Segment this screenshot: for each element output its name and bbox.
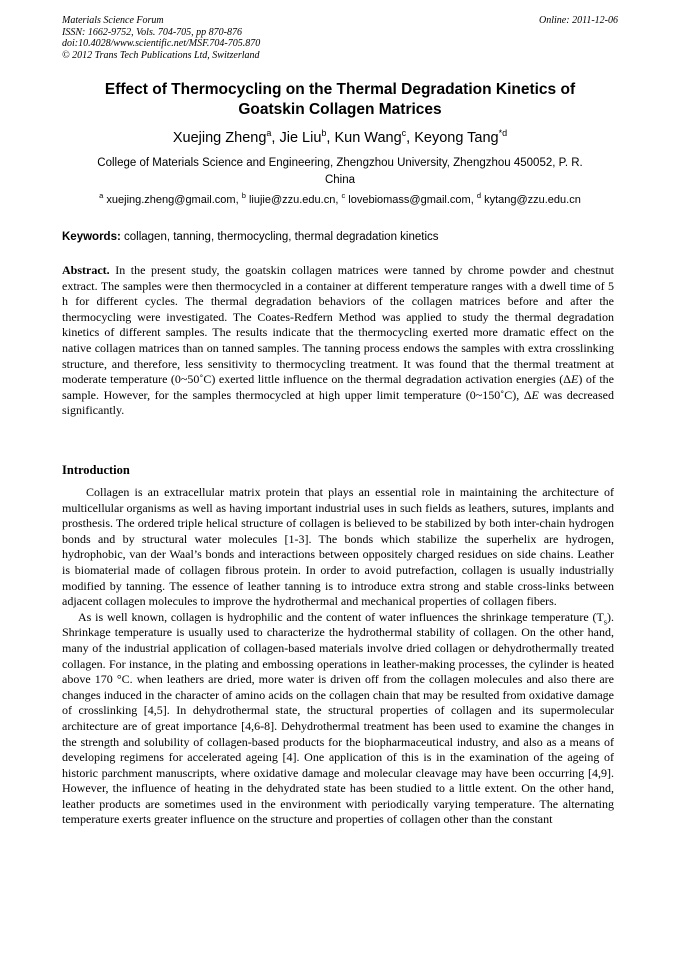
affiliation-line-1: College of Materials Science and Engineering, Zhengzhou University, Zhengzhou 450052, P. R. [97, 157, 583, 169]
affiliation-line-2: China [324, 173, 356, 186]
email-superscript: c [341, 191, 346, 200]
author-name: Xuejing Zheng [172, 130, 267, 146]
author-superscript: *d [498, 128, 508, 138]
introduction-paragraph-1: Collagen is an extracellular matrix protein that plays an essential role in maintaining the architecture of multicellular organisms as well as having important industrial uses in such fields as leathers, sutures, implants and prosthesis. The ordered triple helical structure of collagen is believed to be stabilized by both inter-chain hydrogen bonds and by structural water molecules [1-3]. The bonds which stabilize the superhelix are hydrogen, hydrophobic, van der Waal’s bonds and interactions between oppositely charged residues on side chains. Leather is biomaterial made of collagen fibrous protein. In order to avoid putrefaction, collagen is usually industrially modified by tanning. The essence of leather tanning is to introduce extra strong and stable cross-links between adjacent collagen molecules to improve the hydrothermal and mechanical properties of collagen fibers. [62, 485, 614, 609]
author-name: Jie Liu [279, 130, 322, 146]
abstract-symbol-e: E [531, 387, 539, 402]
introduction-body [62, 485, 614, 828]
journal-issn: ISSN: 1662-9752, Vols. 704-705, pp 870-876 [62, 26, 242, 38]
paper-title [62, 80, 618, 120]
journal-doi: doi:10.4028/www.scientific.net/MSF.704-705.870 [62, 38, 261, 50]
email-address: lovebiomass@gmail.com [348, 194, 471, 206]
abstract-text-2: ) of the sample. However, for the samples thermocycled at high upper limit temperature (0~150˚C), Δ [62, 372, 614, 402]
introduction-paragraph-2 [62, 610, 614, 828]
abstract-text-3: was decreased significantly. [62, 387, 614, 418]
subscript-s: s [603, 617, 607, 627]
email-superscript: d [476, 191, 481, 200]
paragraph-text: As is well known, collagen is hydrophilic and the content of water influences the shrinkage temperature (T [78, 609, 604, 624]
paragraph-text: ). Shrinkage temperature is usually used to characterize the hydrothermal stability of collagen. On the other hand, many of the industrial application of collagen-based materials involve dried collagen or dehydrothermally treated collagen. For instance, in the plating and embossing operations in leather-making processes, the cylinder is heated above 170 °C. when leathers are dried, more water is driven off from the collagen molecules and also there are changes induced in the character of amino acids on the collagen chain that may be resulted from oxidative damage of crosslinking [4,5]. In dehydrothermal state, the structural properties of collagen and its supermolecular architecture are of great importance [4,6-8]. Dehydrothermal treatment has been used to examine the changes in the strength and solubility of collagen-based products for the biopharmaceutical industry, and also as a means of developing regimens for accelerated ageing [4]. One application of this is in the examination of the ageing of historic parchment manuscripts, where oxidative damage and molecular cleavage may have been occurring [4,9]. However, the influence of heating in the dehydrated state has been studied to a little extent. On the other hand, leather products are sometimes used in the environment with periodically varying temperature. The alternating temperature exerts greater influence on the structure and properties of collagen other than the constant [62, 609, 614, 827]
author-superscript: b [321, 128, 327, 138]
journal-copyright: © 2012 Trans Tech Publications Ltd, Switzerland [62, 49, 260, 61]
email-address: kytang@zzu.edu.cn [484, 194, 581, 206]
author-separator: , [271, 130, 280, 146]
email-address: xuejing.zheng@gmail.com [106, 194, 236, 206]
abstract [62, 263, 614, 419]
email-superscript: b [241, 191, 246, 200]
keywords-label: Keywords: [62, 231, 121, 243]
author-name: Kun Wang [334, 130, 402, 146]
author-separator: , [326, 130, 335, 146]
author-superscript: a [266, 128, 272, 138]
email-list: $^a$ xuejing.zheng@gmail.com, $^b$ liujie@zzu.edu.cn, $^c$ lovebiomass@gmail.com, $^d$ kytang@zzu.edu.cn [99, 191, 581, 206]
author-list [62, 129, 618, 147]
abstract-text-1: In the present study, the goatskin collagen matrices were tanned by chrome powder and chestnut extract. The samples were then thermocycled in a container at different temperature ranges with a dwell time of 5 h for different cycles. The thermal degradation behaviors of the collagen matrices before and after the thermocycling were investigated. The Coates-Redfern Method was applied to study the thermal degradation kinetics of different samples. The results indicate that the thermocycling exerted more dramatic effect on the native collagen matrices than on tanned samples. The tanning process endows the samples with extra crosslinking structure, and therefore, less sensitivity to thermocycling treatment. It was found that the thermal treatment at moderate temperature (0~50˚C) exerted little influence on the thermal degradation activation energies (Δ [62, 263, 614, 387]
author-separator: , [406, 130, 415, 146]
paper-title-line-2: Goatskin Collagen Matrices [238, 101, 442, 118]
author-name: Keyong Tang [414, 130, 499, 146]
keywords-text: collagen, tanning, thermocycling, thermal degradation kinetics [124, 231, 439, 243]
section-heading-introduction: Introduction [62, 463, 130, 477]
email-address: liujie@zzu.edu.cn [248, 194, 336, 206]
email-superscript: a [99, 191, 104, 200]
affiliation [62, 155, 618, 188]
abstract-symbol-e: E [571, 372, 579, 387]
abstract-label: Abstract. [62, 263, 110, 277]
journal-header [62, 15, 618, 61]
author-superscript: c [401, 128, 407, 138]
paper-title-line-1: Effect of Thermocycling on the Thermal Degradation Kinetics of [104, 81, 576, 98]
online-date: Online: 2011-12-06 [539, 15, 618, 26]
keywords [62, 229, 618, 245]
journal-name: Materials Science Forum [62, 15, 164, 26]
